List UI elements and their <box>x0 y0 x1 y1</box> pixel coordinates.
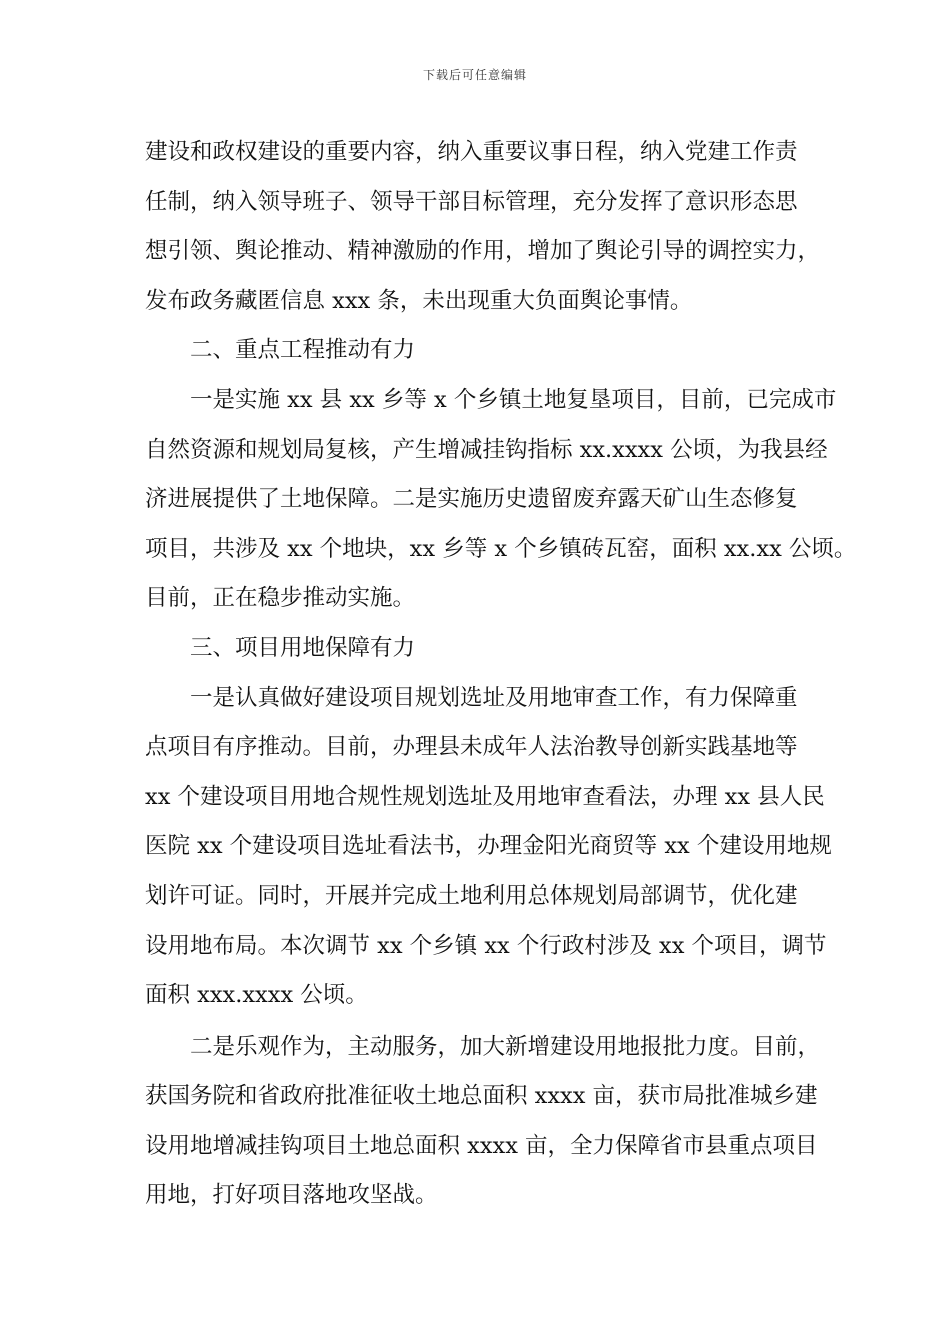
body-line: 用地，打好项目落地攻坚战。 <box>145 1182 438 1209</box>
body-line: 获国务院和省政府批准征收土地总面积 xxxx 亩，获市局批准城乡建 <box>145 1083 818 1110</box>
body-line: 自然资源和规划局复核，产生增减挂钩指标 xx.xxxx 公顷，为我县经 <box>145 436 828 463</box>
body-line: 划许可证。同时，开展并完成土地利用总体规划局部调节，优化建 <box>145 882 798 909</box>
body-line: 任制，纳入领导班子、领导干部目标管理，充分发挥了意识形态思 <box>145 188 798 215</box>
header-note: 下载后可任意编辑 <box>422 68 527 82</box>
body-line: 想引领、舆论推动、精神激励的作用，增加了舆论引导的调控实力， <box>145 238 821 265</box>
body-line: 一是实施 xx 县 xx 乡等 x 个乡镇土地复垦项目，目前，已完成市 <box>190 386 837 413</box>
body-line: 目前，正在稳步推动实施。 <box>145 585 416 612</box>
body-line: 项目，共涉及 xx 个地块，xx 乡等 x 个乡镇砖瓦窑，面积 xx.xx 公顷。 <box>145 535 857 562</box>
body-line: 设用地布局。本次调节 xx 个乡镇 xx 个行政村涉及 xx 个项目，调节 <box>145 932 827 959</box>
body-line: 二是乐观作为，主动服务，加大新增建设用地报批力度。目前， <box>190 1033 821 1060</box>
body-line: xx 个建设项目用地合规性规划选址及用地审查看法，办理 xx 县人民 <box>145 783 825 810</box>
body-line: 建设和政权建设的重要内容，纳入重要议事日程，纳入党建工作责 <box>145 139 798 165</box>
body-line: 发布政务藏匿信息 xxx 条，未出现重大负面舆论事情。 <box>145 287 693 314</box>
body-line: 济进展提供了土地保障。二是实施历史遗留废弃露天矿山生态修复 <box>145 486 798 513</box>
body-line: 医院 xx 个建设项目选址看法书，办理金阳光商贸等 xx 个建设用地规 <box>145 833 832 860</box>
document-body <box>145 128 857 1221</box>
body-line: 设用地增减挂钩项目土地总面积 xxxx 亩，全力保障省市县重点项目 <box>145 1132 818 1159</box>
section-heading: 三、项目用地保障有力 <box>190 634 416 661</box>
body-line: 点项目有序推动。目前，办理县未成年人法治教导创新实践基地等 <box>145 734 798 761</box>
body-line: 一是认真做好建设项目规划选址及用地审查工作，有力保障重 <box>190 684 798 711</box>
section-heading: 二、重点工程推动有力 <box>190 337 416 364</box>
body-line: 面积 xxx.xxxx 公顷。 <box>145 982 368 1009</box>
